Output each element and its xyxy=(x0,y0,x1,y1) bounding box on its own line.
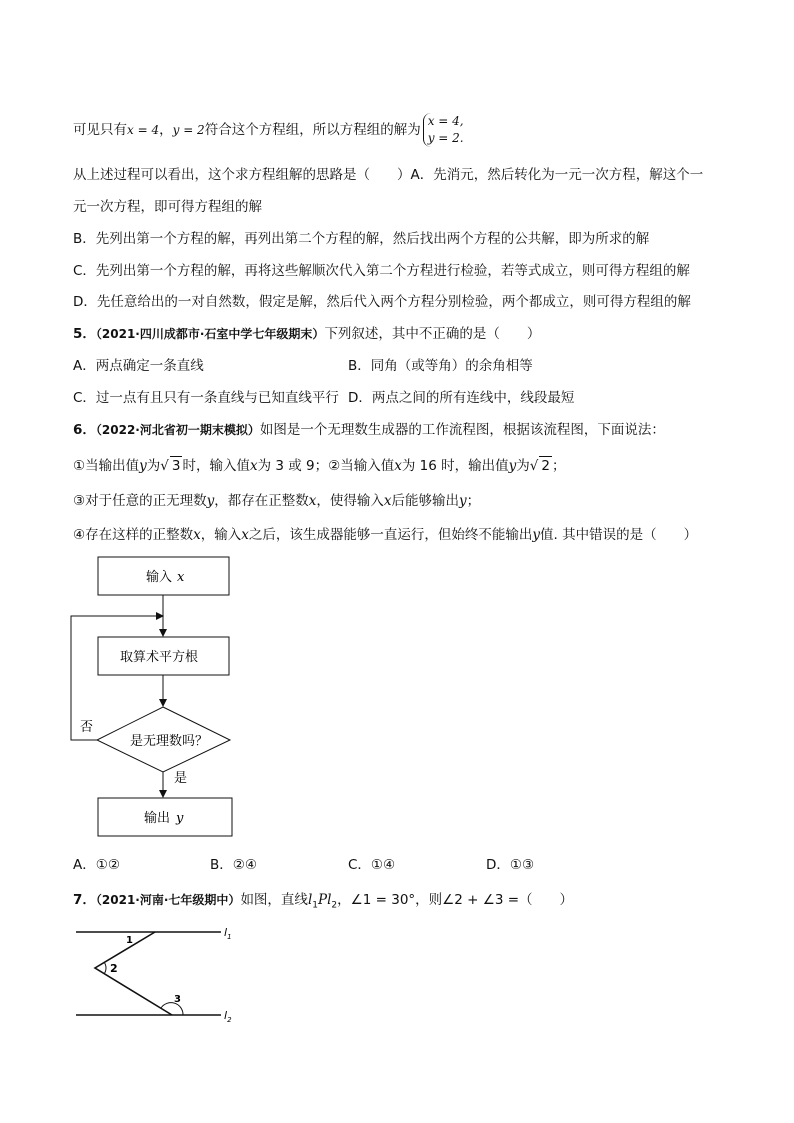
subscript: 2 xyxy=(331,900,338,911)
q-text: ，∠1 = 30°，则∠2 + ∠3 =（ ） xyxy=(337,892,574,908)
var-y: y xyxy=(508,458,517,474)
var-x: x xyxy=(249,458,258,474)
subscript: 1 xyxy=(312,900,318,911)
text: 之后，该生成器能够一直运行，但始终不能输出 xyxy=(248,527,533,543)
text: ，使得输入 xyxy=(316,493,384,509)
q-text: 下列叙述，其中不正确的是（ ） xyxy=(324,326,541,342)
text: 为 xyxy=(146,458,161,474)
q-num: 6． xyxy=(73,422,96,438)
var-y: y xyxy=(206,493,215,509)
q-text: 如图是一个无理数生成器的工作流程图，根据该流程图，下面说法： xyxy=(259,422,665,438)
q-source: （2022·河北省初一期末模拟） xyxy=(95,423,260,437)
text: ，都存在正整数 xyxy=(214,493,309,509)
text: 可见只有 xyxy=(73,122,127,138)
label-l1: $l_1$ xyxy=(224,926,232,941)
var-l: l xyxy=(327,892,332,908)
math-y-eq: y = 2 xyxy=(172,123,205,137)
zigzag-segments xyxy=(95,932,172,1015)
eq-row-2: y = 2. xyxy=(427,131,464,145)
question-stem: 从上述过程可以看出，这个求方程组解的思路是（ ）A．先消元，然后转化为一元一次方程，解这个一 xyxy=(73,167,704,183)
q6-option-c: C．①④ xyxy=(348,857,396,873)
text: ④存在这样的正整数 xyxy=(73,527,194,543)
angle-3-label: 3 xyxy=(174,994,181,1005)
var-x: x xyxy=(394,458,402,474)
q-num: 7． xyxy=(73,892,96,908)
text: ， xyxy=(159,122,173,138)
text: 符合这个方程组，所以方程组的解为 xyxy=(204,122,421,138)
text: 时，输入值 xyxy=(182,458,250,474)
text: 为 3 或 9；②当输入值 xyxy=(257,458,395,474)
q6-option-a: A．①② xyxy=(73,857,120,873)
q-source: （2021·河南·七年级期中） xyxy=(95,893,241,907)
option-b: B．先列出第一个方程的解，再列出第二个方程的解，然后找出两个方程的公共解，即为所求的解 xyxy=(73,231,650,247)
option-c: C．先列出第一个方程的解，再将这些解顺次代入第二个方程进行检验，若等式成立，则可得方程组的解 xyxy=(73,263,690,279)
q5-option-c: C．过一点有且只有一条直线与已知直线平行 xyxy=(73,390,339,406)
var-y: y xyxy=(459,493,467,509)
radicand: 2 xyxy=(541,458,550,474)
q-source: （2021·四川成都市·石室中学七年级期末） xyxy=(95,327,325,341)
q-text: 如图，直线 xyxy=(240,892,308,908)
input-label: 输入 x xyxy=(146,570,185,585)
sqrt-icon: √ xyxy=(529,458,539,474)
text: ； xyxy=(466,493,481,509)
q6-option-b: B．②④ xyxy=(210,857,257,873)
no-label: 否 xyxy=(80,720,94,735)
parallel-symbol: P xyxy=(318,892,328,908)
decision-label: 是无理数吗？ xyxy=(130,734,209,749)
yes-label: 是 xyxy=(174,771,188,786)
var-x: x xyxy=(308,493,317,509)
text: ③对于任意的正无理数 xyxy=(73,493,207,509)
label-l2: $l_2$ xyxy=(224,1009,232,1024)
var-x: x xyxy=(193,527,201,543)
var-x: x xyxy=(383,493,392,509)
q6-option-d: D．①③ xyxy=(486,857,535,873)
q5-option-d: D．两点之间的所有连线中，线段最短 xyxy=(348,390,575,406)
angle-2-arc xyxy=(104,962,106,974)
radicand: 3 xyxy=(171,458,181,474)
var-y: y xyxy=(532,527,540,543)
option-a-cont: 元一次方程，即可得方程组的解 xyxy=(73,199,262,215)
option-d: D．先任意给出的一对自然数，假定是解，然后代入两个方程分别检验，两个都成立，则可得方程组的解 xyxy=(73,294,691,310)
var-l: l xyxy=(307,892,313,908)
q-num: 5． xyxy=(73,326,96,342)
q5-option-b: B．同角（或等角）的余角相等 xyxy=(348,358,533,374)
text: 为 16 时，输出值 xyxy=(401,458,509,474)
q5-option-a: A．两点确定一条直线 xyxy=(73,358,204,374)
var-x: x xyxy=(241,527,249,543)
text: 值. 其中错误的是（ ） xyxy=(540,527,698,543)
text: ； xyxy=(551,458,566,474)
text: 后能够输出 xyxy=(391,493,459,509)
angle-2-label: 2 xyxy=(110,962,118,975)
text: ，输入 xyxy=(200,527,242,543)
output-label: 输出 y xyxy=(144,811,184,826)
var-y: y xyxy=(139,458,147,474)
eq-row-1: x = 4, xyxy=(427,114,464,128)
text: 为 xyxy=(516,458,530,474)
sqrt-label: 取算术平方根 xyxy=(120,650,199,665)
angle-1-label: 1 xyxy=(126,935,133,946)
math-x-eq: x = 4 xyxy=(127,123,160,137)
sqrt-icon: √ xyxy=(160,458,169,474)
text: ①当输出值 xyxy=(73,458,140,474)
